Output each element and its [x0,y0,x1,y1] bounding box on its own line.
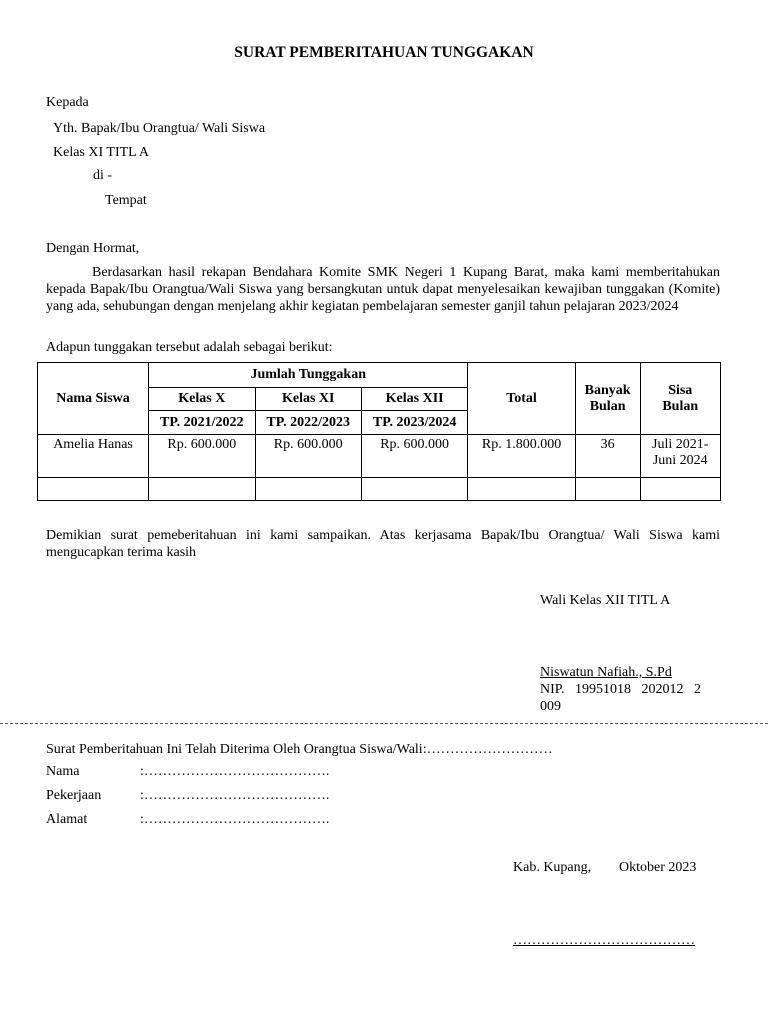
receipt-value-alamat: :…………………………………. [140,812,330,827]
cell-banyak-bulan: 36 [575,435,640,478]
table-intro: Adapun tunggakan tersebut adalah sebagai berikut: [46,340,333,355]
cut-line [0,723,768,724]
table-row-empty [38,478,721,501]
body-paragraph-text: Berdasarkan hasil rekapan Bendahara Komite SMK Negeri 1 Kupang Barat, maka kami memberitahukan kepada Bapak/Ibu Orangtua/Wali Siswa yang bersangkutan untuk dapat menyelesaikan kewajiban tunggakan (Komite) yang ada, sehubungan dengan menjelang akhir kegiatan pembelajaran semester ganjil tahun pelajaran 2023/2024 [46,265,720,314]
receipt-value-pekerjaan: :…………………………………. [140,788,330,803]
cell-nama: Amelia Hanas [38,435,149,478]
header-kelas-x: Kelas X [149,388,255,411]
letter-title: SURAT PEMBERITAHUAN TUNGGAKAN [234,44,534,61]
receipt-label-nama: Nama [46,764,80,779]
cell-kelas-xi: Rp. 600.000 [255,435,361,478]
body-paragraph [46,264,720,315]
header-kelas-xi: Kelas XI [255,388,361,411]
receipt-sign-line: ………………………………… [513,933,695,948]
receipt-place: Kab. Kupang, [513,860,592,875]
header-kelas-xii: Kelas XII [361,388,467,411]
signature-name: Niswatun Nafiah., S.Pd [540,665,672,680]
greeting: Dengan Hormat, [46,241,140,256]
arrears-table [37,362,721,501]
cell-sisa-bulan: Juli 2021- Juni 2024 [640,435,721,478]
signature-role: Wali Kelas XII TITL A [540,593,671,608]
receipt-statement: Surat Pemberitahuan Ini Telah Diterima Oleh Orangtua Siswa/Wali:……………………… [46,742,553,757]
header-banyak-bulan: Banyak Bulan [575,363,640,435]
receipt-date: Oktober 2023 [619,860,697,875]
receipt-label-alamat: Alamat [46,812,88,827]
header-total: Total [468,363,575,435]
cell-kelas-x: Rp. 600.000 [149,435,255,478]
header-tp-xi: TP. 2022/2023 [255,411,361,435]
table-row [38,435,721,478]
closing-paragraph: Demikian surat pemeberitahuan ini kami sampaikan. Atas kerjasama Bapak/Ibu Orangtua/ Wali Siswa kami mengucapkan terima kasih [46,528,720,560]
cell-kelas-xii: Rp. 600.000 [361,435,467,478]
recipient-di: di - [93,168,113,183]
header-nama-siswa: Nama Siswa [38,363,149,435]
recipient-yth: Yth. Bapak/Ibu Orangtua/ Wali Siswa [53,121,266,136]
recipient-kepada: Kepada [46,95,89,110]
header-tp-xii: TP. 2023/2024 [361,411,467,435]
signature-nip-cont: 009 [540,699,561,714]
receipt-value-nama: :…………………………………. [140,764,330,779]
header-jumlah-tunggakan: Jumlah Tunggakan [149,363,468,388]
recipient-tempat: Tempat [105,193,147,208]
receipt-label-pekerjaan: Pekerjaan [46,788,102,803]
signature-nip: NIP. 19951018 202012 2 [540,682,702,697]
cell-total: Rp. 1.800.000 [468,435,575,478]
recipient-kelas: Kelas XI TITL A [53,145,150,160]
header-tp-x: TP. 2021/2022 [149,411,255,435]
header-sisa-bulan: Sisa Bulan [640,363,721,435]
